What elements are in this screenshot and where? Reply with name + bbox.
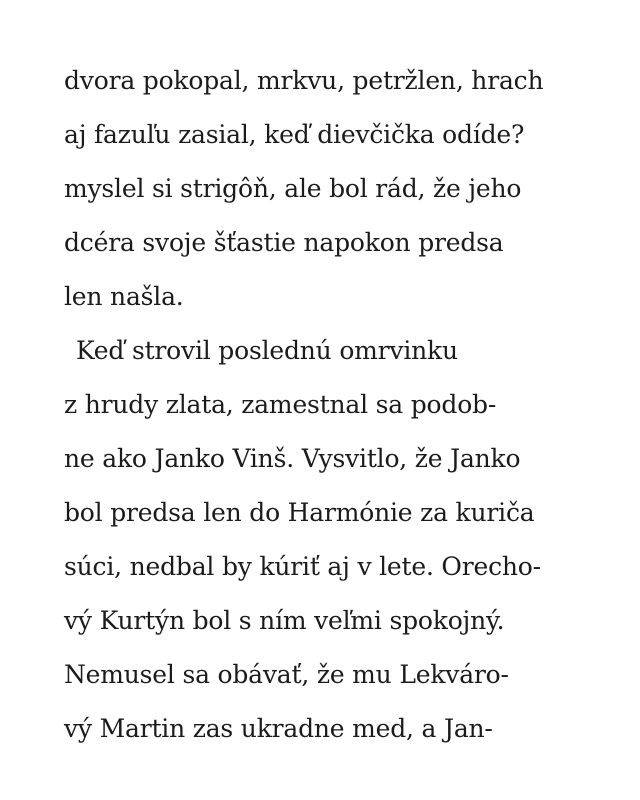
text-line-8: ne ako Janko Vinš. Vysvitlo, že Janko bbox=[64, 444, 521, 473]
text-line-6-paragraph-start: Keď strovil poslednú omrvinku bbox=[76, 336, 458, 365]
text-line-2: aj fazuľu zasial, keď dievčička odíde? bbox=[64, 120, 525, 149]
text-line-7: z hrudy zlata, zamestnal sa podob- bbox=[64, 390, 497, 419]
text-line-13: vý Martin zas ukradne med, a Jan- bbox=[64, 714, 493, 743]
text-line-5: len našla. bbox=[64, 282, 184, 311]
text-line-10: súci, nedbal by kúriť aj v lete. Orecho- bbox=[64, 552, 541, 581]
text-line-1: dvora pokopal, mrkvu, petržlen, hrach bbox=[64, 66, 544, 95]
text-line-9: bol predsa len do Harmónie za kuriča bbox=[64, 498, 535, 527]
page-text bbox=[64, 54, 600, 756]
text-line-3: myslel si strigôň, ale bol rád, že jeho bbox=[64, 174, 522, 203]
text-line-4: dcéra svoje šťastie napokon predsa bbox=[64, 228, 504, 257]
text-line-11: vý Kurtýn bol s ním veľmi spokojný. bbox=[64, 606, 505, 635]
text-line-12: Nemusel sa obávať, že mu Lekváro- bbox=[64, 660, 509, 689]
